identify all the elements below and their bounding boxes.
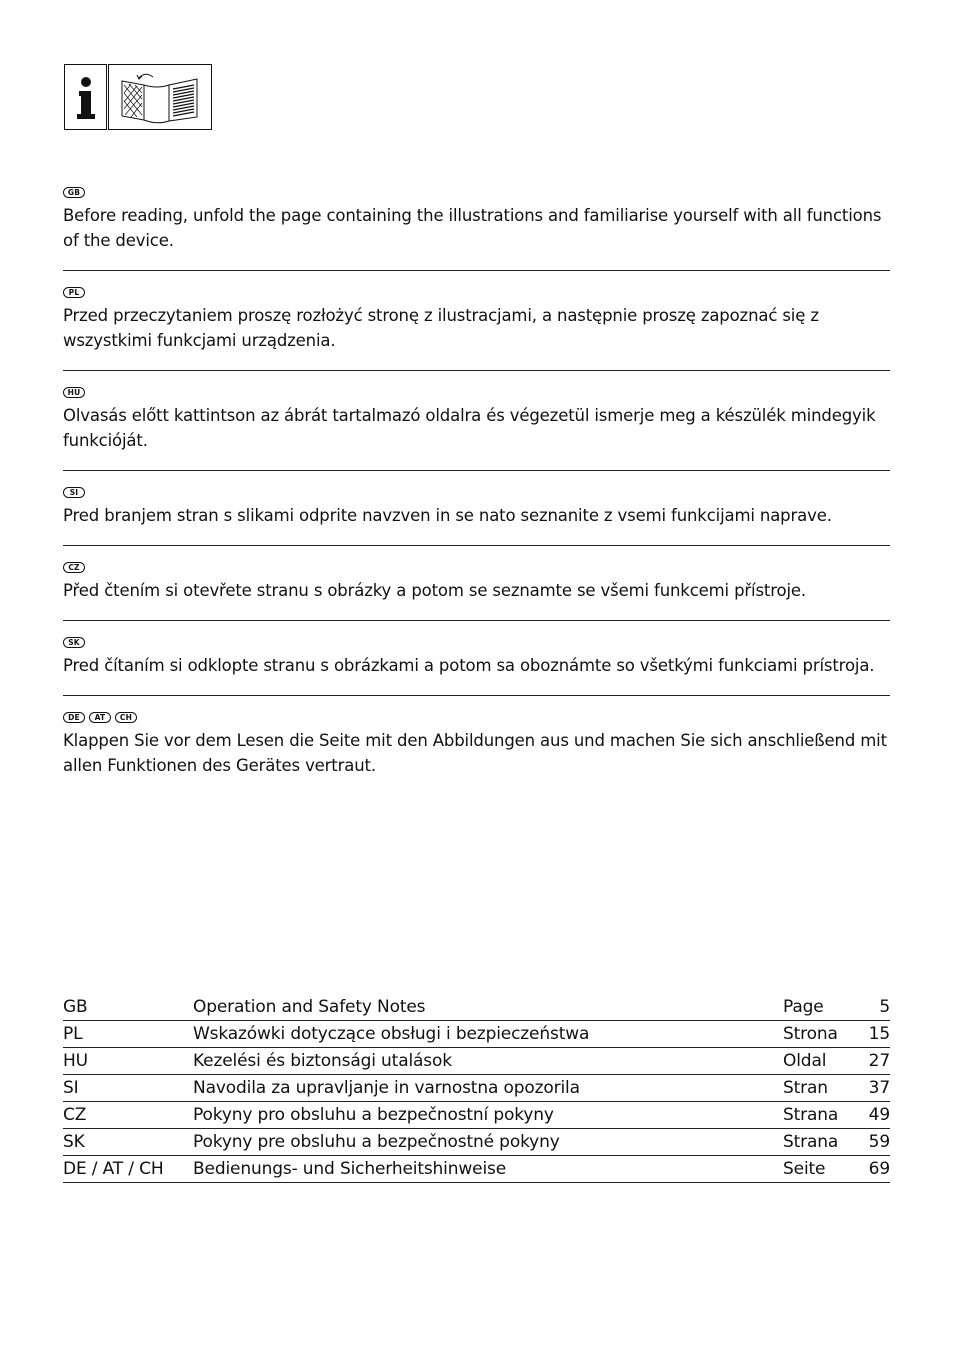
language-badge-pl: PL — [63, 287, 85, 298]
toc-page-label: Oldal — [783, 1051, 827, 1071]
toc-page-label: Stran — [783, 1078, 828, 1098]
divider — [63, 545, 890, 546]
language-tags — [63, 637, 890, 653]
toc-page-number: 49 — [868, 1105, 890, 1125]
language-badge-ch: CH — [115, 712, 137, 723]
toc-page-number: 5 — [879, 997, 890, 1017]
language-badge-si: SI — [63, 487, 85, 498]
toc-title: Operation and Safety Notes — [193, 997, 426, 1017]
divider — [63, 370, 890, 371]
toc-title: Kezelési és biztonsági utalások — [193, 1051, 452, 1071]
toc-page-label: Seite — [783, 1159, 826, 1179]
notice-si — [63, 487, 890, 528]
toc-title: Navodila za upravljanje in varnostna opozorila — [193, 1078, 580, 1098]
toc-row-sk[interactable] — [63, 1129, 890, 1156]
toc-language: DE / AT / CH — [63, 1159, 164, 1179]
info-icon — [64, 64, 107, 130]
divider — [63, 620, 890, 621]
toc-page-number: 15 — [868, 1024, 890, 1044]
toc-page-label: Strana — [783, 1132, 839, 1152]
language-badge-at: AT — [89, 712, 111, 723]
unfold-pages-icon — [108, 64, 212, 130]
notice-text: Przed przeczytaniem proszę rozłożyć stronę z ilustracjami, a następnie proszę zapoznać się z wszystkimi funkcjami urządzenia. — [63, 306, 819, 350]
notice-text: Before reading, unfold the page containing the illustrations and familiarise yourself with all functions of the device. — [63, 206, 882, 250]
notice-text: Klappen Sie vor dem Lesen die Seite mit den Abbildungen aus und machen Sie sich anschließend mit allen Funktionen des Gerätes vertraut. — [63, 731, 887, 775]
notice-text: Před čtením si otevřete stranu s obrázky a potom se seznamte se všemi funkcemi přístroje. — [63, 581, 806, 600]
toc-row-de-at-ch[interactable] — [63, 1156, 890, 1183]
toc-language: SI — [63, 1078, 79, 1098]
notice-pl — [63, 287, 890, 353]
notice-text: Pred čítaním si odklopte stranu s obrázkami a potom sa oboznámte so všetkými funkciami prístroja. — [63, 656, 875, 675]
notice-text: Pred branjem stran s slikami odprite navzven in se nato seznanite z vsemi funkcijami naprave. — [63, 506, 832, 525]
toc-page-number: 69 — [868, 1159, 890, 1179]
language-tags — [63, 387, 890, 403]
toc-row-hu[interactable] — [63, 1048, 890, 1075]
language-tags — [63, 287, 890, 303]
notice-de-at-ch — [63, 712, 890, 778]
toc-title: Bedienungs- und Sicherheitshinweise — [193, 1159, 507, 1179]
divider — [63, 695, 890, 696]
divider — [63, 270, 890, 271]
toc-language: GB — [63, 997, 88, 1017]
toc-page-number: 37 — [868, 1078, 890, 1098]
language-badge-gb: GB — [63, 187, 85, 198]
language-badge-cz: CZ — [63, 562, 85, 573]
toc-page-label: Strona — [783, 1024, 838, 1044]
toc-page-number: 27 — [868, 1051, 890, 1071]
language-badge-sk: SK — [63, 637, 85, 648]
toc-page-label: Strana — [783, 1105, 839, 1125]
notice-sk — [63, 637, 890, 678]
language-tags — [63, 712, 890, 728]
language-badge-de: DE — [63, 712, 85, 723]
language-tags — [63, 487, 890, 503]
toc-language: CZ — [63, 1105, 87, 1125]
notice-gb — [63, 187, 890, 253]
language-badge-hu: HU — [63, 387, 85, 398]
language-tags — [63, 562, 890, 578]
toc-page-label: Page — [783, 997, 824, 1017]
toc-language: HU — [63, 1051, 88, 1071]
divider — [63, 470, 890, 471]
toc-page-number: 59 — [868, 1132, 890, 1152]
language-tags — [63, 187, 890, 203]
toc-row-gb[interactable] — [63, 994, 890, 1021]
toc-title: Wskazówki dotyczące obsługi i bezpieczeństwa — [193, 1024, 590, 1044]
notice-hu — [63, 387, 890, 453]
notice-cz — [63, 562, 890, 603]
toc-title: Pokyny pre obsluhu a bezpečnostné pokyny — [193, 1132, 560, 1152]
table-of-contents — [63, 994, 890, 1183]
toc-row-si[interactable] — [63, 1075, 890, 1102]
toc-row-pl[interactable] — [63, 1021, 890, 1048]
toc-language: SK — [63, 1132, 85, 1152]
toc-title: Pokyny pro obsluhu a bezpečnostní pokyny — [193, 1105, 554, 1125]
toc-row-cz[interactable] — [63, 1102, 890, 1129]
notice-text: Olvasás előtt kattintson az ábrát tartalmazó oldalra és végezetül ismerje meg a készülék mindegyik funkcióját. — [63, 406, 876, 450]
toc-language: PL — [63, 1024, 83, 1044]
